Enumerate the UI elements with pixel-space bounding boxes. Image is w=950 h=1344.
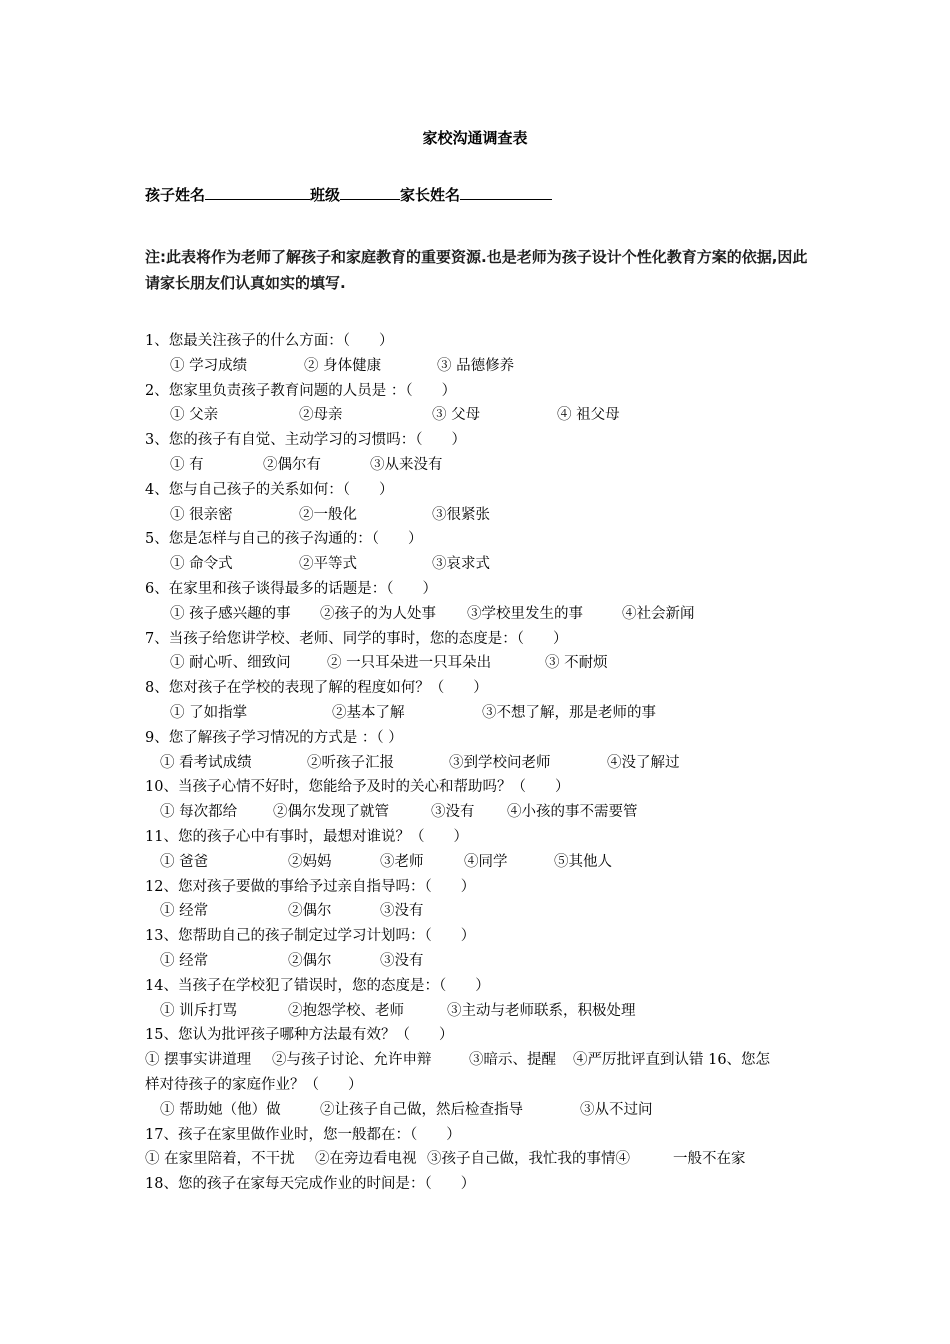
option[interactable]: ② 身体健康 [304, 357, 382, 374]
option[interactable]: ③老师 [380, 853, 424, 870]
option[interactable]: ① 在家里陪着，不干扰 [145, 1151, 295, 1168]
option[interactable]: ③从不过问 [580, 1101, 653, 1118]
question-17: 17、孩子在家里做作业时，您一般都在：（ ） [145, 1126, 461, 1143]
option[interactable]: ②孩子的为人处事 [320, 605, 436, 622]
option[interactable]: ③到学校问老师 [449, 754, 551, 771]
option[interactable]: ④小孩的事不需要管 [507, 804, 638, 821]
options-12 [145, 899, 810, 924]
option[interactable]: ②偶尔发现了就管 [273, 804, 389, 821]
option[interactable]: ① 经常 [160, 952, 209, 969]
option[interactable]: ③ 品德修养 [437, 357, 515, 374]
option[interactable]: ③不想了解，那是老师的事 [482, 704, 656, 721]
question-8: 8、您对孩子在学校的表现了解的程度如何？（ ） [145, 680, 488, 697]
options-13 [145, 949, 810, 974]
options-5 [145, 552, 810, 577]
options-17 [145, 1147, 810, 1172]
question-5: 5、您是怎样与自己的孩子沟通的：（ ） [145, 531, 423, 548]
option[interactable]: ③ 父母 [432, 407, 481, 424]
parent-name-blank[interactable] [460, 184, 552, 200]
options-15 [145, 1048, 810, 1073]
option[interactable]: ②平等式 [299, 556, 357, 573]
option[interactable]: ②听孩子汇报 [307, 754, 394, 771]
option[interactable]: ① 摆事实讲道理 [145, 1052, 252, 1069]
options-16 [145, 1098, 810, 1123]
option[interactable]: ②偶尔有 [263, 456, 321, 473]
question-3: 3、您的孩子有自觉、主动学习的习惯吗：（ ） [145, 432, 466, 449]
options-8 [145, 701, 810, 726]
class-label: 班级 [310, 186, 341, 204]
option[interactable]: ① 学习成绩 [170, 357, 248, 374]
option[interactable]: ②基本了解 [332, 704, 405, 721]
question-6: 6、在家里和孩子谈得最多的话题是：（ ） [145, 580, 437, 597]
question-13: 13、您帮助自己的孩子制定过学习计划吗：（ ） [145, 928, 476, 945]
question-4: 4、您与自己孩子的关系如何：（ ） [145, 481, 394, 498]
options-11 [145, 850, 810, 875]
question-11: 11、您的孩子心中有事时，最想对谁说？（ ） [145, 828, 468, 845]
option[interactable]: ②母亲 [299, 407, 343, 424]
option[interactable]: ④没了解过 [607, 754, 680, 771]
option[interactable]: ③哀求式 [432, 556, 490, 573]
question-15: 15、您认为批评孩子哪种方法最有效？（ ） [145, 1027, 454, 1044]
question-list [145, 329, 810, 1197]
option[interactable]: ②与孩子讨论、允许申辩 [272, 1052, 432, 1069]
option[interactable]: ① 每次都给 [160, 804, 238, 821]
option[interactable]: ②抱怨学校、老师 [288, 1002, 404, 1019]
options-7 [145, 651, 810, 676]
info-line [145, 184, 552, 205]
option[interactable]: ②一般化 [299, 506, 357, 523]
parent-name-label: 家长姓名 [400, 186, 461, 204]
option[interactable]: ②妈妈 [288, 853, 332, 870]
option[interactable]: ②偶尔 [288, 952, 332, 969]
option[interactable]: ③很紧张 [432, 506, 490, 523]
question-14: 14、当孩子在学校犯了错误时，您的态度是：（ ） [145, 977, 490, 994]
option[interactable]: 一般不在家 [673, 1151, 746, 1168]
option[interactable]: ② 一只耳朵进一只耳朵出 [327, 655, 492, 672]
option[interactable]: ③没有 [431, 804, 475, 821]
options-2 [145, 403, 810, 428]
option[interactable]: ③孩子自己做，我忙我的事情④ [427, 1151, 630, 1168]
option[interactable]: ① 孩子感兴趣的事 [170, 605, 291, 622]
option[interactable]: ① 父亲 [170, 407, 219, 424]
option[interactable]: ③没有 [380, 903, 424, 920]
option[interactable]: ① 耐心听、细致问 [170, 655, 291, 672]
option[interactable]: ③暗示、提醒 [469, 1052, 556, 1069]
option[interactable]: ① 有 [170, 456, 204, 473]
option[interactable]: ②偶尔 [288, 903, 332, 920]
question-7: 7、当孩子给您讲学校、老师、同学的事时，您的态度是：（ ） [145, 630, 568, 647]
options-4 [145, 503, 810, 528]
option[interactable]: ⑤其他人 [554, 853, 612, 870]
child-name-label: 孩子姓名 [145, 186, 206, 204]
question-2: 2、您家里负责孩子教育问题的人员是 ：（ ） [145, 382, 457, 399]
option[interactable]: ③ 不耐烦 [545, 655, 608, 672]
question-1: 1、您最关注孩子的什么方面：（ ） [145, 333, 394, 349]
option[interactable]: ① 命令式 [170, 556, 233, 573]
question-18: 18、您的孩子在家每天完成作业的时间是：（ ） [145, 1176, 476, 1193]
option[interactable]: ① 帮助她（他）做 [160, 1101, 281, 1118]
option[interactable]: ① 爸爸 [160, 853, 209, 870]
options-1 [145, 354, 810, 379]
note-text: 注:此表将作为老师了解孩子和家庭教育的重要资源.也是老师为孩子设计个性化教育方案的依据,因此请家长朋友们认真如实的填写. [145, 248, 808, 292]
option[interactable]: ① 看考试成绩 [160, 754, 252, 771]
options-10 [145, 800, 810, 825]
options-3 [145, 453, 810, 478]
child-name-blank[interactable] [205, 184, 310, 200]
question-12: 12、您对孩子要做的事给予过亲自指导吗：（ ） [145, 878, 476, 895]
option[interactable]: ③从来没有 [370, 456, 443, 473]
option[interactable]: ④ 祖父母 [557, 407, 620, 424]
option[interactable]: ① 训斥打骂 [160, 1002, 238, 1019]
question-10: 10、当孩子心情不好时，您能给予及时的关心和帮助吗？（ ） [145, 779, 570, 796]
option[interactable]: ③学校里发生的事 [467, 605, 583, 622]
question-16: 样对待孩子的家庭作业？（ ） [145, 1076, 363, 1093]
options-6 [145, 602, 810, 627]
question-9: 9、您了解孩子学习情况的方式是 ：（ ） [145, 729, 403, 746]
class-blank[interactable] [340, 184, 400, 200]
option[interactable]: ③没有 [380, 952, 424, 969]
option[interactable]: ① 了如指掌 [170, 704, 248, 721]
option[interactable]: ① 很亲密 [170, 506, 233, 523]
option[interactable]: ②让孩子自己做，然后检查指导 [320, 1101, 523, 1118]
option[interactable]: ②在旁边看电视 [315, 1151, 417, 1168]
options-9 [145, 751, 810, 776]
option[interactable]: ④社会新闻 [622, 605, 695, 622]
option[interactable]: ④同学 [464, 853, 508, 870]
option[interactable]: ① 经常 [160, 903, 209, 920]
options-14 [145, 999, 810, 1024]
option[interactable]: ③主动与老师联系，积极处理 [447, 1002, 636, 1019]
page-title: 家校沟通调查表 [422, 129, 528, 147]
option[interactable]: ④严厉批评直到认错 16、您怎 [573, 1052, 771, 1069]
